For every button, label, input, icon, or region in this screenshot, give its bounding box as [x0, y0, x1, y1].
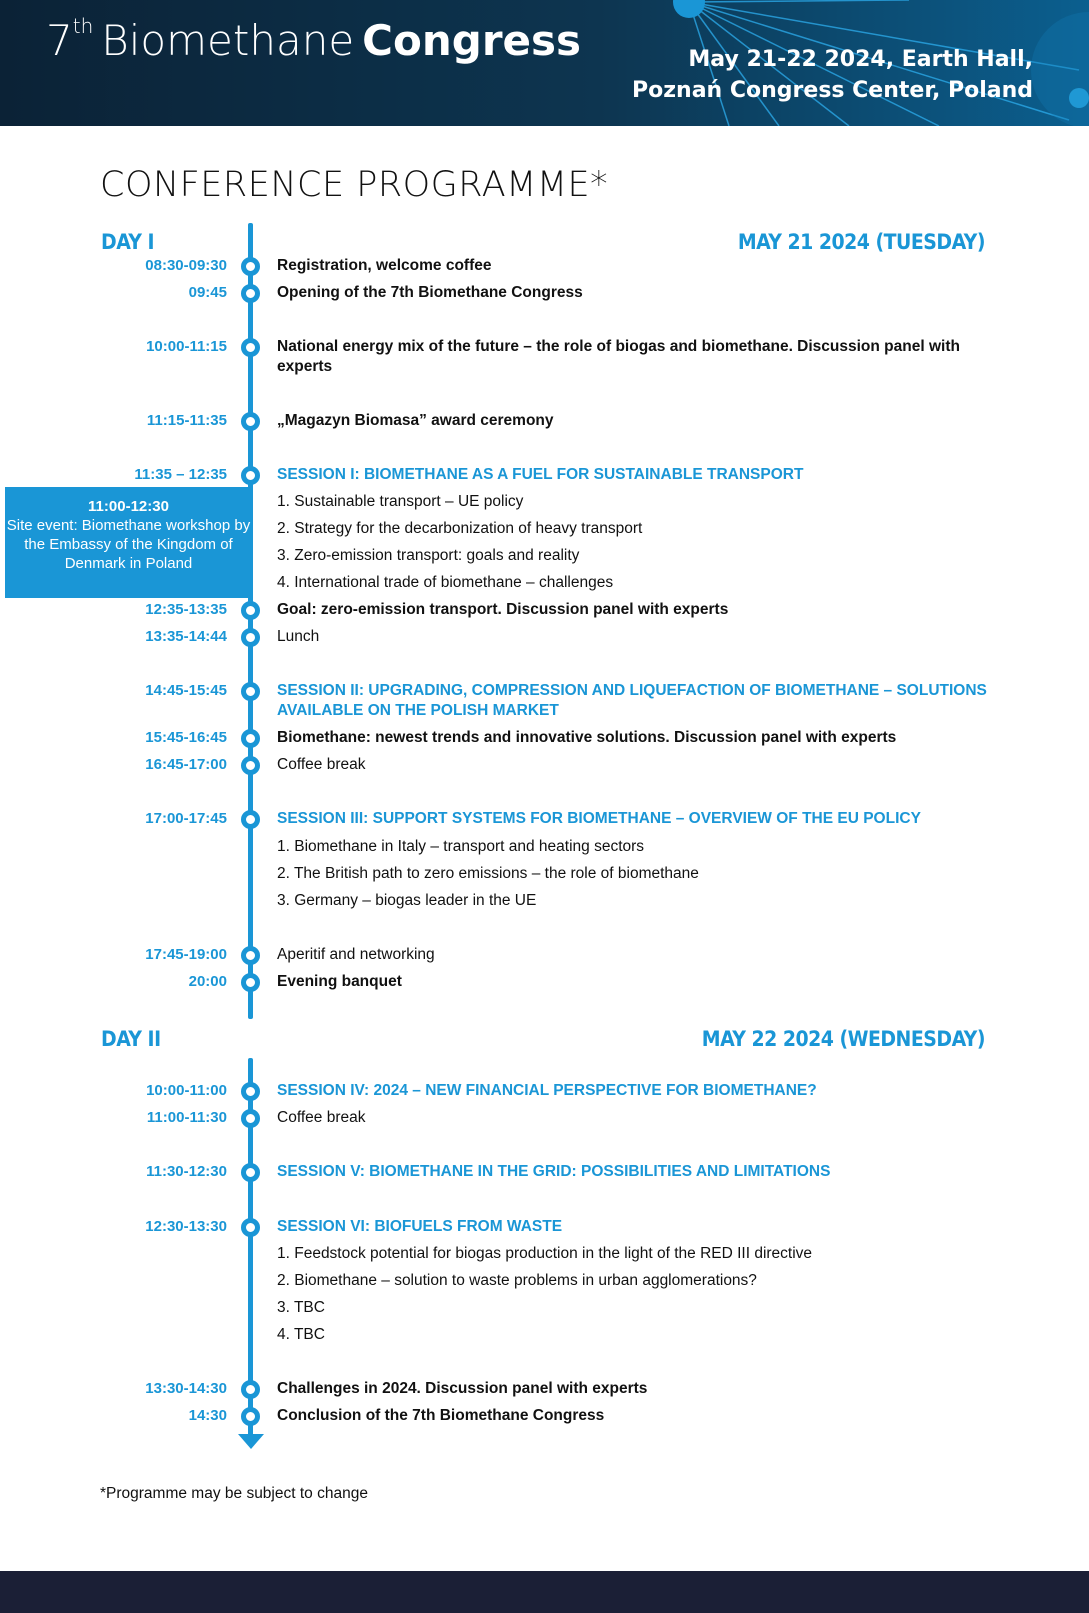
row-title: „Magazyn Biomasa” award ceremony [277, 412, 554, 429]
session-item: 3. Zero-emission transport: goals and reality [277, 547, 580, 564]
congress-title-light: Biomethane [101, 16, 355, 65]
day1-date: MAY 21 2024 (TUESDAY) [737, 230, 985, 254]
session-item: 2. Strategy for the decarbonization of heavy transport [277, 520, 643, 537]
row-time: 09:45 [188, 284, 227, 301]
timeline-dot [241, 756, 260, 775]
row-time: 11:35 – 12:35 [134, 466, 227, 483]
row-time: 14:45-15:45 [145, 682, 227, 699]
site-event-box [5, 487, 252, 598]
congress-title [46, 14, 581, 65]
session-item: 1. Sustainable transport – UE policy [277, 493, 524, 510]
timeline-dot [241, 284, 260, 303]
schedule-row [0, 411, 1089, 433]
event-venue-line: Poznań Congress Center, Poland [632, 78, 1033, 103]
programme-title: CONFERENCE PROGRAMME* [100, 165, 609, 205]
schedule-row [0, 600, 1089, 622]
session-item: 4. International trade of biomethane – challenges [277, 574, 614, 591]
row-title: Conclusion of the 7th Biomethane Congress [277, 1407, 605, 1424]
timeline-end-arrow [238, 1434, 264, 1449]
schedule-row [0, 1406, 1089, 1428]
event-date-venue [632, 44, 1033, 106]
row-time: 17:00-17:45 [145, 810, 227, 827]
timeline-dot [241, 729, 260, 748]
schedule-row [0, 1217, 1089, 1239]
timeline-dot [241, 1163, 260, 1182]
row-title: Goal: zero-emission transport. Discussion panel with experts [277, 601, 729, 618]
row-title: Biomethane: newest trends and innovative solutions. Discussion panel with experts [277, 729, 897, 746]
timeline-dot [241, 466, 260, 485]
footer-bar [0, 1571, 1089, 1613]
row-title: Coffee break [277, 1109, 366, 1126]
event-date-line: May 21-22 2024, Earth Hall, [688, 47, 1033, 72]
timeline-dot [241, 1218, 260, 1237]
row-time: 16:45-17:00 [145, 756, 227, 773]
session-title: SESSION V: BIOMETHANE IN THE GRID: POSSIBILITIES AND LIMITATIONS [277, 1163, 831, 1180]
session-title: SESSION II: UPGRADING, COMPRESSION AND LIQUEFACTION OF BIOMETHANE – SOLUTIONS AVAILABLE ON THE POLISH MARKET [277, 682, 987, 719]
session-title: SESSION IV: 2024 – NEW FINANCIAL PERSPECTIVE FOR BIOMETHANE? [277, 1082, 817, 1099]
day1-label: DAY I [101, 230, 155, 254]
session-item: 3. Germany – biogas leader in the UE [277, 892, 537, 909]
timeline-dot [241, 973, 260, 992]
row-time: 08:30-09:30 [145, 257, 227, 274]
timeline-dot [241, 682, 260, 701]
schedule-row [0, 728, 1089, 750]
timeline-dot [241, 946, 260, 965]
day2-date: MAY 22 2024 (WEDNESDAY) [701, 1027, 985, 1051]
schedule-row [0, 1081, 1089, 1103]
schedule-row [0, 681, 1089, 719]
row-time: 12:30-13:30 [145, 1218, 227, 1235]
row-title: Lunch [277, 628, 320, 645]
timeline-dot [241, 628, 260, 647]
session-title: SESSION III: SUPPORT SYSTEMS FOR BIOMETHANE – OVERVIEW OF THE EU POLICY [277, 810, 921, 827]
session-title: SESSION I: BIOMETHANE AS A FUEL FOR SUSTAINABLE TRANSPORT [277, 466, 804, 483]
row-title: National energy mix of the future – the role of biogas and biomethane. Discussion panel with experts [277, 338, 960, 375]
site-event-text: Site event: Biomethane workshop by the Embassy of the Kingdom of Denmark in Poland [6, 517, 251, 572]
row-time: 20:00 [188, 973, 227, 990]
schedule-row [0, 256, 1089, 278]
schedule-row [0, 809, 1089, 831]
timeline-dot [241, 338, 260, 357]
row-time: 11:00-11:30 [146, 1109, 227, 1126]
timeline-dot [241, 412, 260, 431]
timeline-dot [241, 1109, 260, 1128]
schedule-row [0, 337, 1089, 375]
timeline-dot [241, 810, 260, 829]
row-title: Aperitif and networking [277, 946, 435, 963]
row-time: 10:00-11:15 [146, 338, 227, 355]
schedule-row [0, 283, 1089, 305]
row-time: 15:45-16:45 [145, 729, 227, 746]
schedule-row [0, 627, 1089, 649]
schedule-row [0, 972, 1089, 994]
row-time: 17:45-19:00 [145, 946, 227, 963]
row-time: 14:30 [188, 1407, 227, 1424]
schedule-row [0, 1162, 1089, 1184]
session-item: 2. Biomethane – solution to waste problems in urban agglomerations? [277, 1272, 757, 1289]
session-item: 4. TBC [277, 1326, 325, 1343]
schedule-row [0, 1108, 1089, 1130]
row-time: 11:15-11:35 [146, 412, 227, 429]
row-time: 12:35-13:35 [145, 601, 227, 618]
congress-ordinal-suffix: th [72, 14, 94, 38]
session-item: 1. Biomethane in Italy – transport and heating sectors [277, 838, 645, 855]
footnote: *Programme may be subject to change [100, 1485, 368, 1502]
schedule-row [0, 945, 1089, 967]
row-title: Evening banquet [277, 973, 402, 990]
session-item: 3. TBC [277, 1299, 325, 1316]
row-time: 13:30-14:30 [145, 1380, 227, 1397]
timeline-dot [241, 1082, 260, 1101]
timeline-dot [241, 1380, 260, 1399]
session-title: SESSION VI: BIOFUELS FROM WASTE [277, 1218, 563, 1235]
row-time: 11:30-12:30 [146, 1163, 227, 1180]
row-title: Opening of the 7th Biomethane Congress [277, 284, 583, 301]
row-title: Coffee break [277, 756, 366, 773]
schedule-row [0, 755, 1089, 777]
row-title: Challenges in 2024. Discussion panel with experts [277, 1380, 648, 1397]
timeline-dot [241, 1407, 260, 1426]
timeline-dot [241, 257, 260, 276]
session-item: 2. The British path to zero emissions – the role of biomethane [277, 865, 699, 882]
row-title: Registration, welcome coffee [277, 257, 492, 274]
header-banner [0, 0, 1089, 126]
row-time: 10:00-11:00 [146, 1082, 227, 1099]
schedule-row [0, 465, 1089, 487]
row-time: 13:35-14:44 [145, 628, 227, 645]
congress-ordinal: 7 [46, 16, 73, 65]
site-event-time: 11:00-12:30 [88, 498, 169, 515]
congress-title-bold: Congress [362, 16, 582, 65]
session-item: 1. Feedstock potential for biogas production in the light of the RED III directive [277, 1245, 813, 1262]
timeline-dot [241, 601, 260, 620]
day2-label: DAY II [101, 1027, 161, 1051]
schedule-row [0, 1379, 1089, 1401]
